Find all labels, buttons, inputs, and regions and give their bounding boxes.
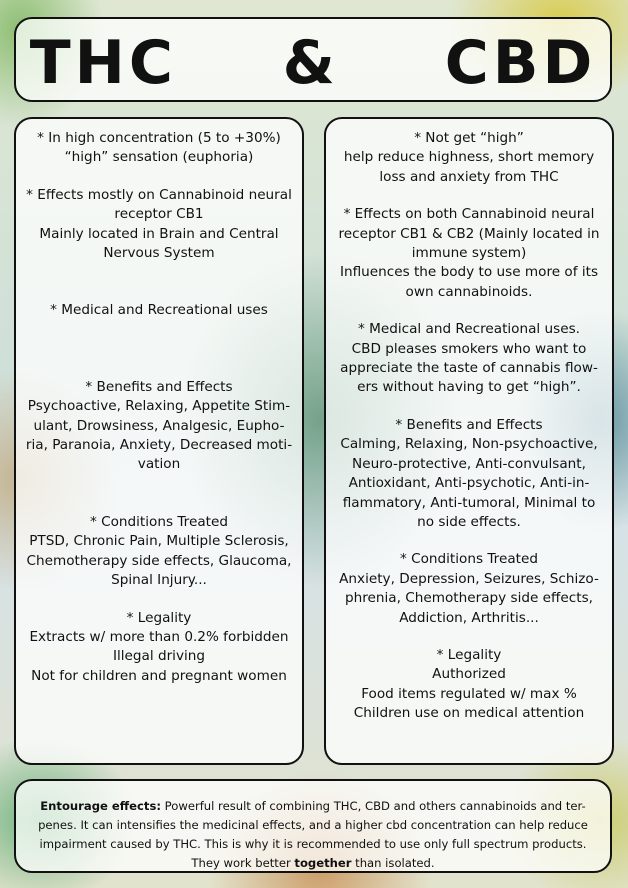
section-heading: * Conditions Treated xyxy=(89,513,228,530)
thc-section-legality xyxy=(16,609,302,687)
section-heading: * Not get “high” xyxy=(414,130,524,146)
cbd-section-uses xyxy=(326,320,612,398)
section-heading: * Medical and Recreational uses xyxy=(50,302,268,319)
section-text: “high” sensation (euphoria) xyxy=(64,149,254,166)
section-text: Illegal driving xyxy=(112,648,206,665)
footer-text-end: than isolated. xyxy=(351,856,435,870)
section-heading: * Effects on both Cannabinoid neural receptor CB1 & CB2 (Mainly located in immune system) xyxy=(338,206,600,262)
section-text: Influences the body to use more of its own cannabinoids. xyxy=(339,264,599,300)
section-heading: * In high concentration (5 to +30%) xyxy=(37,130,281,146)
section-text: Extracts w/ more than 0.2% forbidden xyxy=(29,628,289,645)
section-text: Authorized xyxy=(432,666,506,683)
page-title: THC & CBD xyxy=(29,28,597,98)
section-heading: * Effects mostly on Cannabinoid neural receptor CB1 xyxy=(26,186,292,223)
footer-emphasis: together xyxy=(294,856,352,870)
section-heading: * Medical and Recreational uses. xyxy=(358,321,580,338)
title-panel xyxy=(14,17,612,102)
cbd-section-legality xyxy=(326,646,612,724)
footer-text: Powerful result of combining THC, CBD and others cannabinoids and ter-penes. It can intensifies the medicinal effects, and a higher cbd concentration can help reduce impairment caused by THC. This is why it is recommended to use only full spectrum products. They work better xyxy=(38,799,588,870)
section-heading: * Legality xyxy=(126,609,192,626)
thc-section-conditions xyxy=(16,513,302,591)
entourage-footer xyxy=(14,779,612,873)
section-text: Not for children and pregnant women xyxy=(31,667,287,684)
cbd-section-conditions xyxy=(326,550,612,628)
thc-section-uses xyxy=(16,301,302,320)
cbd-section-benefits xyxy=(326,416,612,532)
section-text: Food items regulated w/ max % xyxy=(361,685,577,702)
section-heading: * Legality xyxy=(436,646,502,663)
section-text: PTSD, Chronic Pain, Multiple Sclerosis, Chemotherapy side effects, Glaucoma, Spinal Injury... xyxy=(26,533,292,589)
section-heading: * Benefits and Effects xyxy=(395,416,543,433)
section-text: Children use on medical attention xyxy=(353,705,585,722)
footer-label: Entourage effects: xyxy=(40,799,161,813)
section-text: Anxiety, Depression, Seizures, Schizo-phrenia, Chemotherapy side effects, Addiction, Arthritis... xyxy=(339,570,599,626)
thc-section-benefits xyxy=(16,378,302,475)
section-heading: * Conditions Treated xyxy=(399,551,538,568)
section-text: Calming, Relaxing, Non-psychoactive, Neuro-protective, Anti-convulsant, Antioxidant, Anti-psychotic, Anti-in-flammatory, Anti-tumoral, Minimal to no side effects. xyxy=(340,436,598,530)
cbd-column xyxy=(324,117,614,765)
section-text: Psychoactive, Relaxing, Appetite Stim-ulant, Drowsiness, Analgesic, Eupho-ria, Paranoia, Anxiety, Decreased moti-vation xyxy=(25,398,293,473)
cbd-section-receptor xyxy=(326,205,612,302)
section-text: Mainly located in Brain and Central Nervous System xyxy=(39,225,279,262)
section-text: CBD pleases smokers who want to appreciate the taste of cannabis flow-ers without having to get “high”. xyxy=(340,340,598,396)
thc-section-receptor xyxy=(16,186,302,264)
section-text: help reduce highness, short memory loss and anxiety from THC xyxy=(343,149,595,185)
thc-column xyxy=(14,117,304,765)
cbd-section-high xyxy=(326,129,612,187)
thc-section-concentration xyxy=(16,129,302,168)
section-heading: * Benefits and Effects xyxy=(85,378,233,395)
